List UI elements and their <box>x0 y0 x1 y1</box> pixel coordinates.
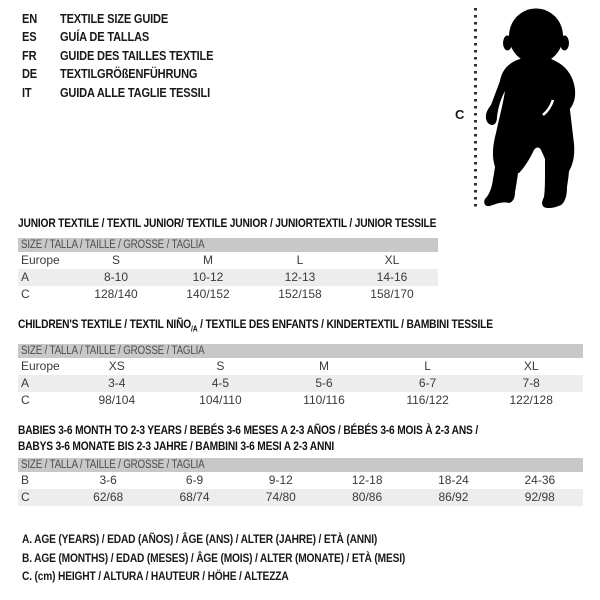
size-header-bar <box>18 458 583 472</box>
table-cell: XL <box>384 253 400 267</box>
language-label: TEXTILE SIZE GUIDE <box>60 10 169 26</box>
table-cell: 12-13 <box>254 269 346 286</box>
table-cell: 10-12 <box>162 269 254 286</box>
babies-title-line1: BABIES 3-6 MONTH TO 2-3 YEARS / BEBÉS 3-6 MESES A 2-3 AÑOS / BÉBÉS 3-6 MOIS À 2-3 ANS / <box>18 423 479 437</box>
table-row-height <box>18 286 438 303</box>
children-title-subscript: /A <box>191 324 198 334</box>
children-title-main: CHILDREN'S TEXTILE / TEXTIL NIÑO <box>18 317 192 331</box>
table-cell: 18-24 <box>438 473 469 487</box>
table-cell: 3-6 <box>99 473 117 487</box>
table-cell: S <box>111 253 120 267</box>
row-label: Europe <box>21 253 60 267</box>
table-row-age <box>18 269 438 286</box>
row-label: C <box>21 393 30 407</box>
table-cell: L <box>424 359 431 373</box>
size-header-bar <box>18 344 583 358</box>
table-cell: 128/140 <box>94 287 138 301</box>
measurement-legend <box>22 532 473 588</box>
language-code: ES <box>22 29 37 45</box>
junior-size-table <box>18 238 438 303</box>
table-row-europe <box>18 358 583 375</box>
table-row-age <box>18 375 583 392</box>
language-row-it <box>22 83 240 102</box>
table-cell: 3-4 <box>65 375 169 392</box>
table-cell: L <box>296 253 304 267</box>
legend-line-b: B. AGE (MONTHS) / EDAD (MESES) / ÂGE (MOIS) / ALTER (MONATE) / ETÀ (MESI) <box>22 550 406 565</box>
row-label: Europe <box>21 359 60 373</box>
table-cell: 140/152 <box>186 287 230 301</box>
baby-silhouette <box>483 5 595 213</box>
table-cell: 24-36 <box>524 473 556 487</box>
size-header-text: SIZE / TALLA / TAILLE / GRÖSSE / TAGLIA <box>21 239 205 251</box>
table-cell: XS <box>108 359 125 373</box>
size-header-text: SIZE / TALLA / TAILLE / GRÖSSE / TAGLIA <box>21 345 205 357</box>
height-marker-label: C <box>455 107 465 122</box>
table-cell: 12-18 <box>351 473 383 487</box>
table-cell: 4-5 <box>169 375 273 392</box>
table-cell: 6-7 <box>376 375 480 392</box>
language-row-de <box>22 65 240 84</box>
table-cell: 7-8 <box>479 375 583 392</box>
language-row-en <box>22 9 240 28</box>
table-cell: 86/92 <box>410 489 496 506</box>
table-cell: 92/98 <box>497 489 583 506</box>
legend-line-a: A. AGE (YEARS) / EDAD (AÑOS) / ÂGE (ANS) / ALTER (JAHRE) / ETÀ (ANNI) <box>22 532 378 546</box>
language-list <box>22 9 240 102</box>
language-row-fr <box>22 46 240 65</box>
row-label: C <box>21 287 30 301</box>
table-cell: 14-16 <box>346 269 438 286</box>
baby-left-ear <box>503 36 512 51</box>
row-label: A <box>18 269 70 286</box>
table-cell: 158/170 <box>370 287 414 301</box>
language-code: FR <box>22 47 37 63</box>
table-cell: 110/116 <box>303 393 345 407</box>
table-cell: M <box>203 253 213 267</box>
junior-table-title: JUNIOR TEXTILE / TEXTIL JUNIOR/ TEXTILE JUNIOR / JUNIORTEXTIL / JUNIOR TESSILE <box>18 216 437 230</box>
table-cell: S <box>216 359 225 373</box>
children-table-title <box>18 317 577 333</box>
language-label: GUÍA DE TALLAS <box>60 29 150 45</box>
size-header-row <box>18 344 583 358</box>
language-row-es <box>22 28 240 47</box>
row-label: A <box>18 375 65 392</box>
table-cell: 62/68 <box>65 489 151 506</box>
children-title-rest: / TEXTILE DES ENFANTS / KINDERTEXTIL / BAMBINI TESSILE <box>197 317 493 331</box>
language-label: TEXTILGRÖßENFÜHRUNG <box>60 66 198 82</box>
baby-right-ear <box>560 36 569 51</box>
table-cell: XL <box>523 359 539 373</box>
size-header-row <box>18 238 438 252</box>
size-header-row <box>18 458 583 472</box>
language-code: DE <box>22 66 38 82</box>
babies-title-line2: BABYS 3-6 MONATE BIS 2-3 JAHRE / BAMBINI 3-6 MESI A 2-3 ANNI <box>18 438 335 453</box>
table-cell: 74/80 <box>238 489 324 506</box>
legend-line-c: C. (cm) HEIGHT / ALTURA / HAUTEUR / HÖHE / ALTEZZA <box>22 569 289 583</box>
size-header-bar <box>18 238 438 252</box>
baby-head <box>509 9 563 64</box>
table-row-europe <box>18 252 438 269</box>
babies-size-table <box>18 458 583 506</box>
table-row-height <box>18 489 583 506</box>
table-row-months <box>18 472 583 489</box>
table-cell: 122/128 <box>509 393 553 407</box>
language-label: GUIDA ALLE TAGLIE TESSILI <box>60 84 211 100</box>
table-cell: 6-9 <box>185 473 204 487</box>
table-cell: 98/104 <box>98 393 136 407</box>
table-cell: 104/110 <box>199 393 242 407</box>
table-cell: 9-12 <box>268 473 293 487</box>
table-row-height <box>18 392 583 409</box>
size-header-text: SIZE / TALLA / TAILLE / GRÖSSE / TAGLIA <box>21 459 205 471</box>
table-cell: 8-10 <box>70 269 162 286</box>
table-cell: 5-6 <box>272 375 376 392</box>
language-code: IT <box>22 84 32 100</box>
babies-table-title <box>18 423 559 454</box>
height-dotted-line <box>474 8 477 208</box>
table-cell: 152/158 <box>278 287 322 301</box>
row-label: C <box>18 489 65 506</box>
table-cell: M <box>318 359 329 373</box>
table-cell: 68/74 <box>151 489 237 506</box>
children-size-table <box>18 344 583 409</box>
row-label: B <box>21 473 30 487</box>
language-label: GUIDE DES TAILLES TEXTILE <box>60 47 214 63</box>
language-code: EN <box>22 10 38 26</box>
table-cell: 80/86 <box>324 489 410 506</box>
table-cell: 116/122 <box>406 393 449 407</box>
